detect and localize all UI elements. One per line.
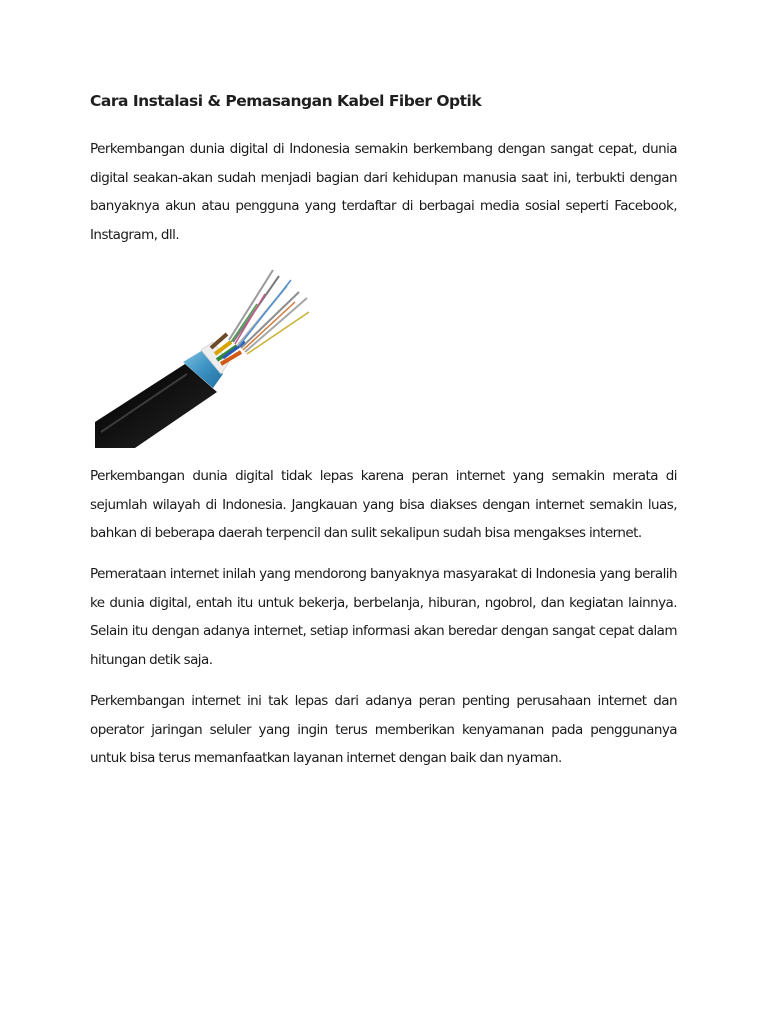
paragraph-3: Pemerataan internet inilah yang mendorong banyaknya masyarakat di Indonesia yang beralih ke dunia digital, entah itu untuk bekerja, berbelanja, hiburan, ngobrol, dan kegiatan lainnya. Selain itu dengan adanya internet, setiap informasi akan beredar dengan sangat cepat dalam hitungan detik saja. xyxy=(90,566,677,668)
paragraph-4: Perkembangan internet ini tak lepas dari adanya peran penting perusahaan internet dan operator jaringan seluler yang ingin terus memberikan kenyamanan pada penggunanya untuk bisa terus memanfaatkan layanan internet dengan baik dan nyaman. xyxy=(90,693,677,766)
paragraph-2: Perkembangan dunia digital tidak lepas karena peran internet yang semakin merata di sejumlah wilayah di Indonesia. Jangkauan yang bisa diakses dengan internet semakin luas, bahkan di beberapa daerah terpencil dan sulit sekalipun sudah bisa mengakses internet. xyxy=(90,468,677,541)
fiber-optic-cable-icon xyxy=(95,262,317,448)
paragraph-1: Perkembangan dunia digital di Indonesia semakin berkembang dengan sangat cepat, dunia digital seakan-akan sudah menjadi bagian dari kehidupan manusia saat ini, terbukti dengan banyaknya akun atau pengguna yang terdaftar di berbagai media sosial seperti Facebook, Instagram, dll. xyxy=(90,141,677,243)
page-title: Cara Instalasi & Pemasangan Kabel Fiber Optik xyxy=(90,92,482,110)
